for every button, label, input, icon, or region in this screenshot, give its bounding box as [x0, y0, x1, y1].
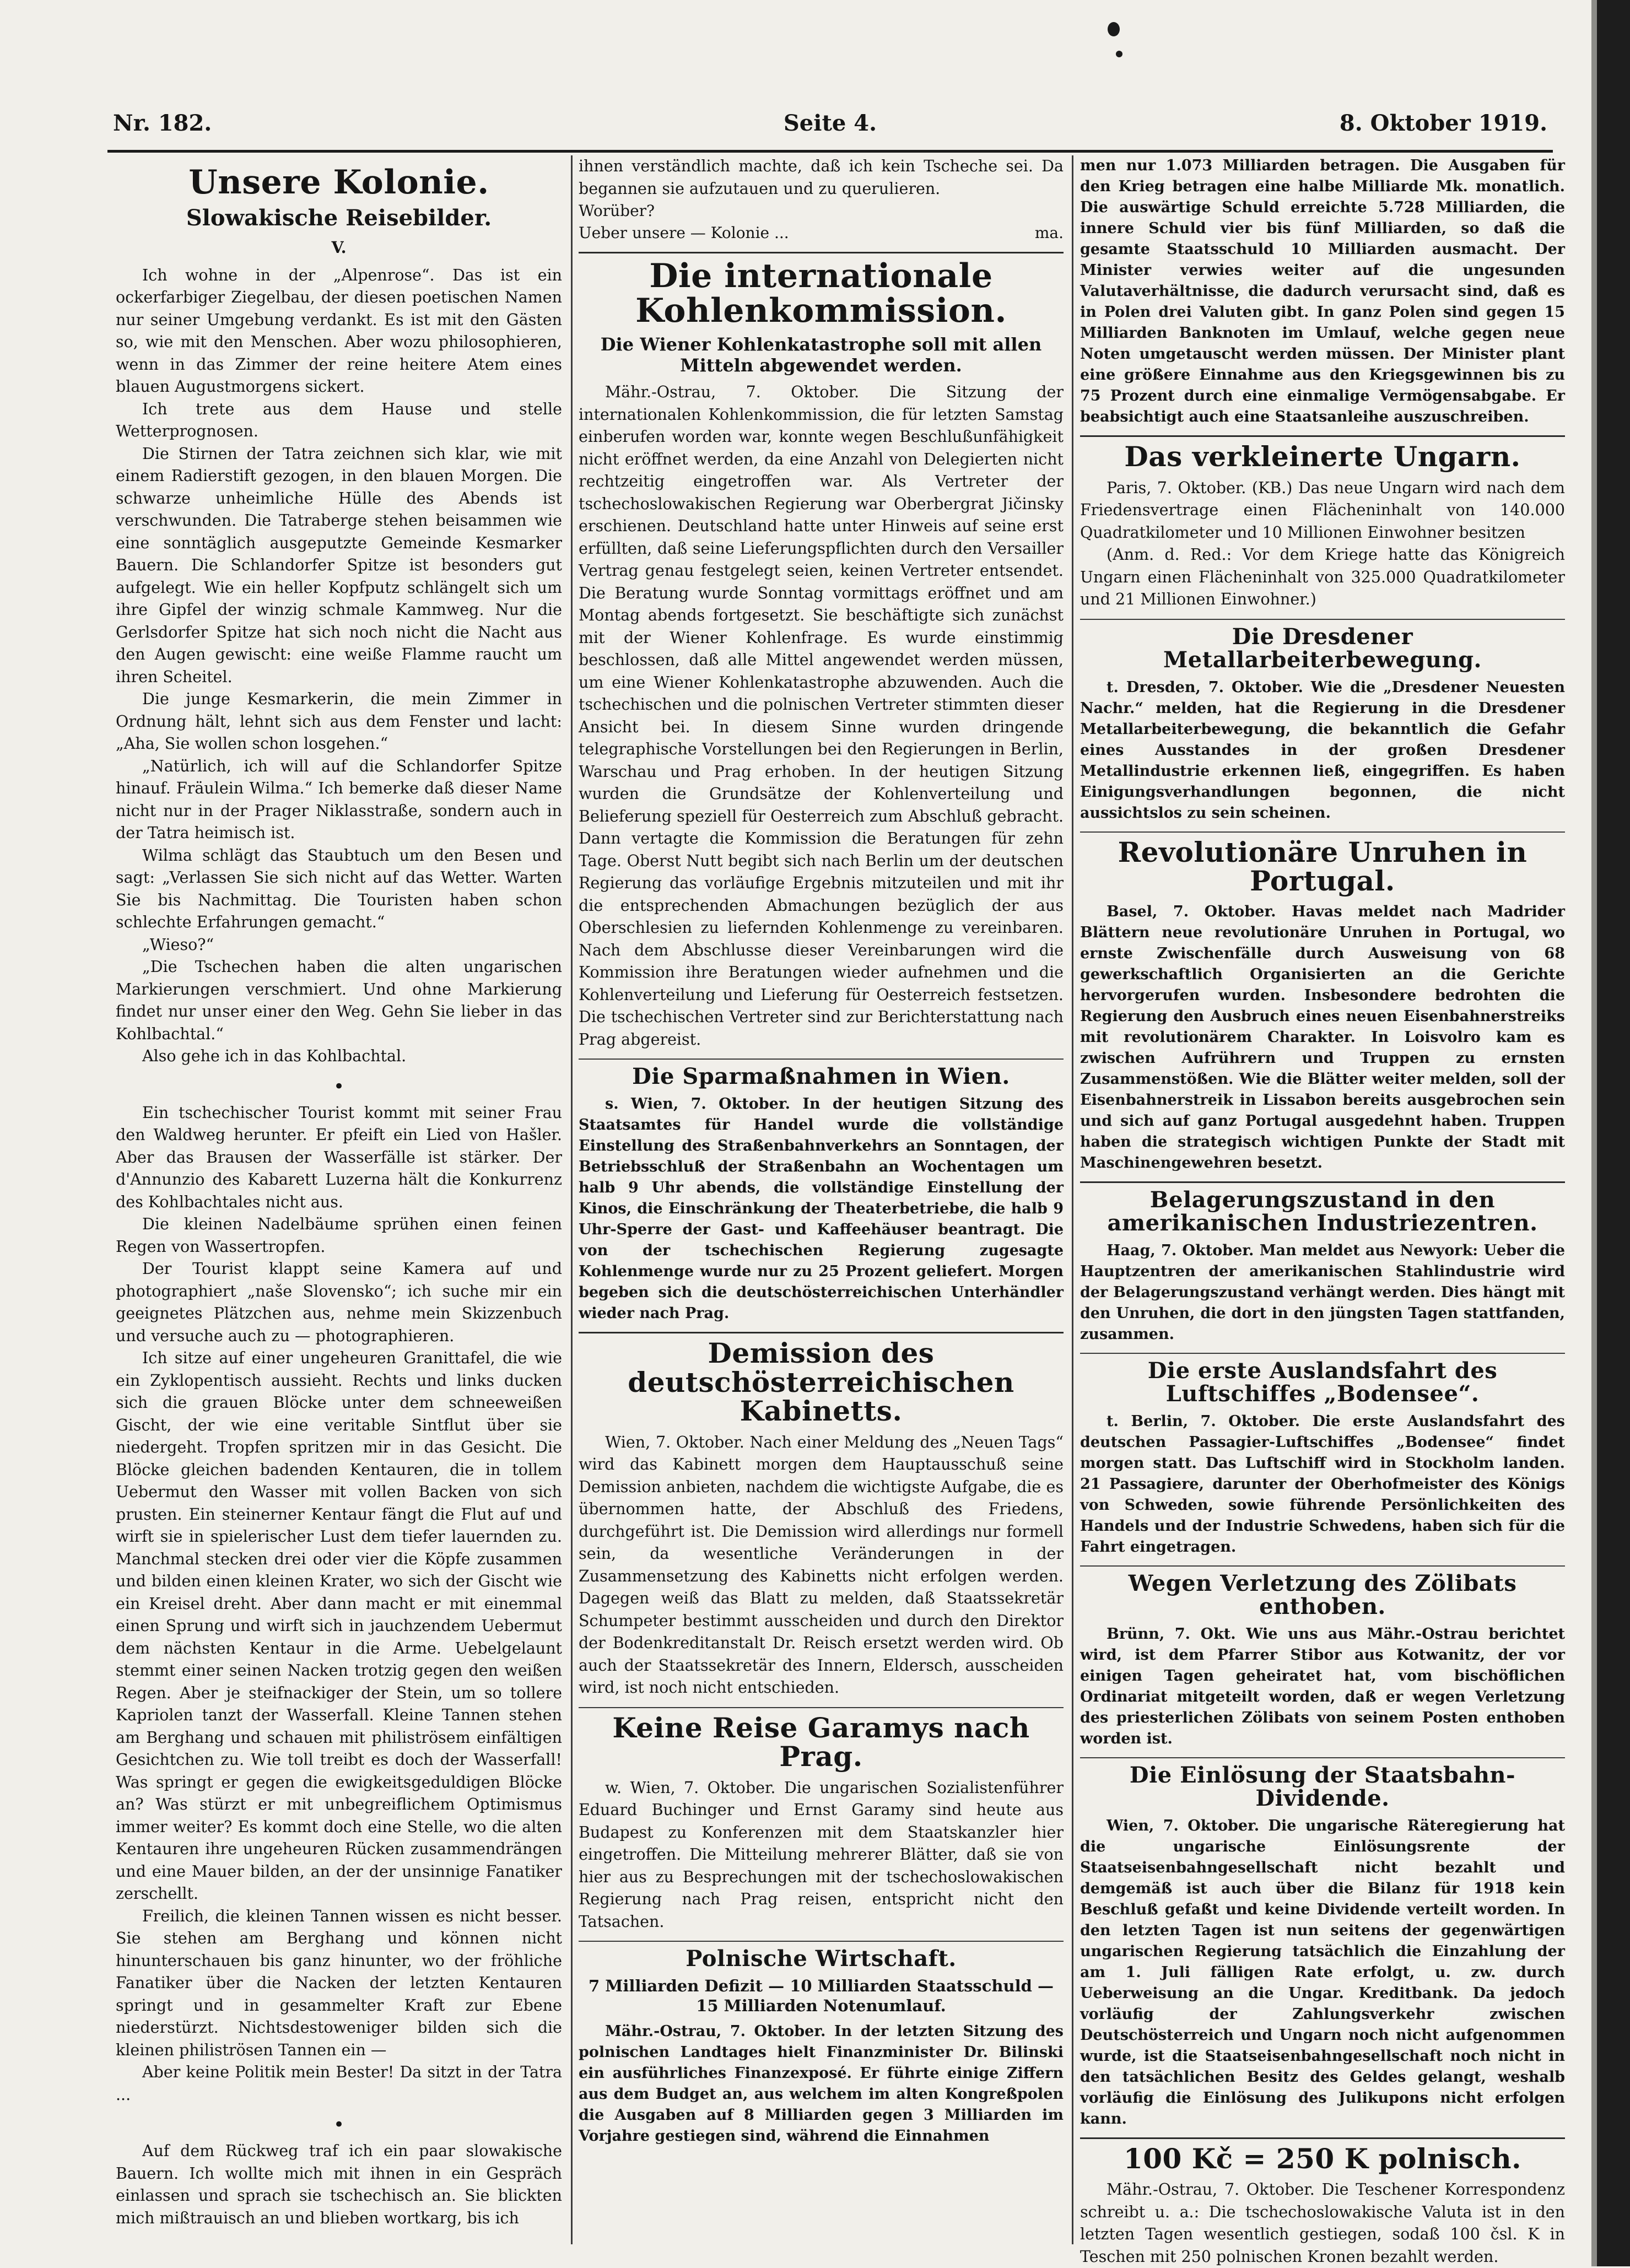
- feuilleton-title: Unsere Kolonie.: [116, 165, 562, 200]
- feuilleton-body: [116, 1102, 562, 2107]
- paragraph: „Natürlich, ich will auf die Schlandorfer Spitze hinauf. Fräulein Wilma.“ Ich bemerke daß dieser Name nicht nur in der Prager Niklasstraße, sondern auch in der Tatra heimisch ist.: [116, 755, 562, 845]
- article-rule: [1080, 1181, 1565, 1183]
- article-valuta: [1080, 2145, 1565, 2268]
- article-zoelibat: [1080, 1572, 1565, 1749]
- article-rule: [1080, 831, 1565, 833]
- article-title: Das verkleinerte Ungarn.: [1080, 442, 1565, 472]
- paragraph: Freilich, die kleinen Tannen wissen es nicht besser. Sie stehen am Berghang und können nicht hinunterschauen bis ganz hinunter, wo der fröhliche Fanatiker über die Nacken der letzten Kentauren springt und in gesammelter Kraft zur Ebene niederstürzt. Nichtsdestoweniger bilden sich die kleinen philiströsen Tannen ein —: [116, 1905, 562, 2062]
- page-header: [113, 110, 1547, 149]
- paragraph: Auf dem Rückweg traf ich ein paar slowakische Bauern. Ich wollte mich mit ihnen in ein Gespräch einlassen und sprach sie tschechisch an. Sie blickten mich mißtrauisch an und blieben wortkarg, bis ich: [116, 2140, 562, 2229]
- paragraph: Mähr.-Ostrau, 7. Oktober. In der letzten Sitzung des polnischen Landtages hielt Finanzminister Dr. Bilinski ein ausführliches Finanzexposé. Er führte einige Ziffern aus dem Budget an, aus welchem im alten Kongreßpolen die Ausgaben auf 8 Milliarden gegen 3 Milliarden im Vorjahre gestiegen sind, während die Einnahmen: [579, 2021, 1064, 2147]
- feuilleton-subtitle: Slowakische Reisebilder.: [116, 206, 562, 231]
- paragraph: Wien, 7. Oktober. Die ungarische Räteregierung hat die ungarische Einlösungsrente der Staatseisenbahngesellschaft nicht bezahlt und demgemäß ist auch über die Bilanz für 1918 kein Beschluß gefaßt und keine Dividende verteilt worden. In den letzten Tagen ist nun seitens der gegenwärtigen ungarischen Regierung tatsächlich die Einzahlung der am 1. Juli fälligen Rate erfolgt, u. zw. durch Ueberweisung an die Ungar. Kreditbank. Da jedoch vorläufig der Zahlungsverkehr zwischen Deutschösterreich und Ungarn noch nicht aufgenommen wurde, ist die Staatseisenbahngesellschaft noch nicht in den tatsächlichen Besitz des Geldes gelangt, weshalb vorläufig die Einlösung des Julikupons nicht erfolgen kann.: [1080, 1816, 1565, 2130]
- article-rule: [1080, 1353, 1565, 1354]
- scan-border: [1597, 0, 1630, 2266]
- paragraph: t. Dresden, 7. Oktober. Wie die „Dresdener Neuesten Nachr.“ melden, hat die Regierung in die Dresdener Metallarbeiterbewegung, die bekanntlich die Gefahr eines Ausstandes in der großen Dresdener Metallindustrie erkennen ließ, eingegriffen. Es haben Einigungsverhandlungen begonnen, die nicht aussichtslos zu sein scheinen.: [1080, 677, 1565, 824]
- article-rule: [1080, 2137, 1565, 2139]
- paragraph: Basel, 7. Oktober. Havas meldet nach Madrider Blättern neue revolutionäre Unruhen in Portugal, wo ernste Zwischenfälle durch Ausweisung von 68 gewerkschaftlich Organisierten an die Gerichte hervorgerufen wurden. Insbesondere bedrohten die Regierung den Ausbruch eines neuen Eisenbahnerstreiks mit revolutionärem Charakter. In Loisvolro kam es zwischen Aufrührern und Truppen zu ernsten Zusammenstößen. Wie die Blätter weiter melden, soll der Eisenbahnerstreik in Lissabon bereits ausgebrochen sein und sich auf ganz Portugal ausgedehnt haben. Truppen haben die strategisch wichtigen Punkte der Stadt mit Maschinengewehren besetzt.: [1080, 901, 1565, 1174]
- paragraph: Mähr.-Ostrau, 7. Oktober. Die Teschener Korrespondenz schreibt u. a.: Die tschechoslowakische Valuta ist in den letzten Tagen wesentlich gestiegen, sodaß 100 čsl. K in Teschen mit 250 polnischen Kronen bezahlt werden.: [1080, 2179, 1565, 2268]
- paragraph: Wien, 7. Oktober. Nach einer Meldung des „Neuen Tags“ wird das Kabinett morgen dem Hauptausschuß seine Demission anbieten, nachdem die wichtigste Aufgabe, die es übernommen hatte, der Abschluß des Friedens, durchgeführt ist. Die Demission wird allerdings nur formell sein, da wesentliche Veränderungen in der Zusammensetzung des Kabinetts nicht erfolgen werden. Dagegen weiß das Blatt zu melden, daß Staatssekretär Schumpeter bestimmt ausscheiden und durch den Direktor der Bodenkreditanstalt Dr. Reisch ersetzt werden wird. Ob auch der Staatssekretär des Innern, Eldersch, ausscheiden wird, ist noch nicht entschieden.: [579, 1432, 1064, 1699]
- paragraph: Wilma schlägt das Staubtuch um den Besen und sagt: „Verlassen Sie sich nicht auf das Wetter. Warten Sie bis Nachmittag. Die Touristen haben schon schlechte Erfahrungen gemacht.“: [116, 845, 562, 934]
- paragraph: Die kleinen Nadelbäume sprühen einen feinen Regen von Wassertropfen.: [116, 1213, 562, 1258]
- section-ornament: •: [116, 2114, 562, 2136]
- article-demission: [579, 1339, 1064, 1699]
- article-title: Die internationale Kohlenkommission.: [579, 259, 1064, 328]
- note-line: Worüber?: [579, 200, 1064, 222]
- paragraph: Die junge Kesmarkerin, die mein Zimmer in Ordnung hält, lehnt sich aus dem Fenster und lacht: „Aha, Sie wollen schon losgehen.“: [116, 688, 562, 755]
- paragraph: Paris, 7. Oktober. (KB.) Das neue Ungarn wird nach dem Friedensvertrage einen Flächeninhalt von 140.000 Quadratkilometer und 10 Millionen Einwohner besitzen: [1080, 477, 1565, 544]
- article-title: Wegen Verletzung des Zölibats enthoben.: [1080, 1572, 1565, 1618]
- article-title: Die erste Auslandsfahrt des Luftschiffes „Bodensee“.: [1080, 1359, 1565, 1406]
- article-rule: [579, 1941, 1064, 1942]
- article-bodensee: [1080, 1359, 1565, 1558]
- feuilleton-body: [116, 264, 562, 1068]
- column-3: [1080, 155, 1565, 2244]
- paragraph: ihnen verständlich machte, daß ich kein Tscheche sei. Da begannen sie aufzutauen und zu querulieren.: [579, 155, 1064, 200]
- paragraph: Ich trete aus dem Hause und stelle Wetterprognosen.: [116, 398, 562, 443]
- column-divider: [1072, 155, 1073, 2244]
- column-1: [116, 155, 562, 2244]
- article-staatsbahn-dividende: [1080, 1764, 1565, 2130]
- ink-speck: [1116, 51, 1122, 57]
- paragraph: Ein tschechischer Tourist kommt mit seiner Frau den Waldweg herunter. Er pfeift ein Lied von Hašler. Aber das Brausen der Wasserfälle ist stärker. Der d'Annunzio des Kabarett Luzerna hält die Konkurrenz des Kohlbachtales nicht aus.: [116, 1102, 562, 1214]
- article-title: Polnische Wirtschaft.: [579, 1947, 1064, 1970]
- paragraph: Ich sitze auf einer ungeheuren Granittafel, die wie ein Zyklopentisch aussieht. Rechts und links ducken sich die grauen Blöcke unter dem schneeweißen Gischt, der wie eine veritable Sintflut über sie niedergeht. Tropfen spritzen mir in das Gesicht. Die Blöcke gleichen badenden Kentauren, die in tollem Uebermut den Wasser mit vollen Backen von sich prusten. Ein steinerner Kentaur fängt die Flut auf und wirft sie in spielerischer Lust dem tiefer lauernden zu. Manchmal stecken drei oder vier die Köpfe zusammen und bilden einen kleinen Krater, wo sich der Gischt wie ein Kreisel dreht. Aber dann macht er mit einemmal einen Sprung und wirft sich in jauchzendem Uebermut dem nächsten Kentaur in die Arme. Uebelgelaunt stemmt einer seinen Nacken trotzig gegen den weißen Regen. Aber je steifnackiger der Stein, um so tollere Kapriolen tanzt der Wasserfall. Kleine Tannen stehen am Berghang und schauen mit philiströsem einfältigen Gesichtchen zu. Wie toll treibt es doch der Wasserfall! Was springt er gegen die ewigkeitsgeduldigen Blöcke an? Was stürzt er mit unbegreiflichem Optimismus immer weiter? Es kommt doch eine Stelle, wo die alten Kentauren ihre ungeheuren Rücken zusammendrängen und eine Mauer bilden, an der der unsinnige Fanatiker zerschellt.: [116, 1347, 562, 1905]
- author-signature: ma.: [1035, 222, 1064, 244]
- article-ungarn: [1080, 442, 1565, 611]
- paragraph: „Die Tschechen haben die alten ungarischen Markierungen verschmiert. Und ohne Markierung findet nur unser einer den Weg. Gehn Sie lieber in das Kohlbachtal.“: [116, 956, 562, 1045]
- article-rule: [579, 1332, 1064, 1333]
- continuation-note: [579, 200, 1064, 244]
- paragraph: Brünn, 7. Okt. Wie uns aus Mähr.-Ostrau berichtet wird, ist dem Pfarrer Stibor aus Kotwanitz, der vor einigen Tagen geheiratet hat, vom bischöflichen Ordinariat mitgeteilt worden, daß er wegen Verletzung des priesterlichen Zölibats von seinem Posten enthoben worden ist.: [1080, 1624, 1565, 1749]
- page-number: Seite 4.: [113, 110, 1547, 136]
- ink-spot: [1108, 22, 1120, 36]
- paragraph: Also gehe ich in das Kohlbachtal.: [116, 1045, 562, 1068]
- paragraph: men nur 1.073 Milliarden betragen. Die Ausgaben für den Krieg betragen eine halbe Milliarde Mk. monatlich. Die auswärtige Schuld erreichte 5.728 Milliarden, die innere Schuld vier bis fünf Milliarden, so daß die gesamte Staatsschuld 10 Milliarden ausmacht. Der Minister verwies weiter auf die ungesunden Valutaverhältnisse, die dadurch verursacht sind, daß es in Polen drei Valuten gibt. In ganz Polen sind gegen 15 Milliarden Banknoten im Umlauf, welche gegen neue Noten umgetauscht werden müssen. Der Minister plant eine größere Einnahme aus den Kriegsgewinnen bis zu 75 Prozent durch eine einmalige Vermögensabgabe. Er beabsichtigt auch eine Staatsanleihe auszuschreiben.: [1080, 155, 1565, 428]
- article-kohlenkommission: [579, 259, 1064, 1051]
- article-title: Die Dresdener Metallarbeiterbewegung.: [1080, 625, 1565, 672]
- article-subtitle: 7 Milliarden Defizit — 10 Milliarden Staatsschuld — 15 Milliarden Notenumlauf.: [579, 1976, 1064, 2016]
- article-title: Keine Reise Garamys nach Prag.: [579, 1714, 1064, 1772]
- article-title: 100 Kč = 250 K polnisch.: [1080, 2145, 1565, 2174]
- feuilleton-body: [116, 2140, 562, 2229]
- issue-number: Nr. 182.: [113, 110, 212, 136]
- section-ornament: •: [116, 1076, 562, 1098]
- paragraph: Haag, 7. Oktober. Man meldet aus Newyork: Ueber die Hauptzentren der amerikanischen Stahlindustrie wird der Belagerungszustand verhängt werden. Dies hängt mit den Unruhen, die dort in den jüngsten Tagen stattfanden, zusammen.: [1080, 1240, 1565, 1345]
- article-belagerungszustand: [1080, 1189, 1565, 1345]
- paragraph: t. Berlin, 7. Oktober. Die erste Auslandsfahrt des deutschen Passagier-Luftschiffes „Bodensee“ findet morgen statt. Das Luftschiff wird in Stockholm landen. 21 Passagiere, darunter der Oberhofmeister des Königs von Schweden, sowie führende Persönlichkeiten des Handels und der Industrie Schwedens, haben sich für die Fahrt eingetragen.: [1080, 1411, 1565, 1558]
- article-rule: [1080, 1565, 1565, 1567]
- paragraph: w. Wien, 7. Oktober. Die ungarischen Sozialistenführer Eduard Buchinger und Ernst Garamy sind heute aus Budapest zu Konferenzen mit dem Staatskanzler hier eingetroffen. Die Mitteilung mehrerer Blätter, daß sie von hier aus zu Besprechungen mit der tschechoslowakischen Regierung nach Prag reisen, entspricht nicht den Tatsachen.: [579, 1777, 1064, 1934]
- article-garamy: [579, 1714, 1064, 1934]
- header-rule: [107, 150, 1553, 153]
- article-rule: [579, 1059, 1064, 1060]
- article-rule: [579, 1707, 1064, 1708]
- feuilleton-continuation: [579, 155, 1064, 244]
- article-rule: [1080, 1757, 1565, 1758]
- paragraph: Die Stirnen der Tatra zeichnen sich klar, wie mit einem Radierstift gezogen, in den blauen Morgen. Die schwarze unheimliche Hülle des Abends ist verschwunden. Die Tatraberge stehen beisammen wie eine sonntäglich ausgeputzte Gemeinde Kesmarker Bauern. Die Schlandorfer Spitze ist besonders gut aufgelegt. Wie ein heller Kopfputz schlängelt sich um ihre Gipfel der winzig schmale Kammweg. Nur die Gerlsdorfer Spitze hat sich noch nicht die Nacht aus den Augen gewischt: eine weiße Flamme raucht um ihren Scheitel.: [116, 443, 562, 689]
- article-title: Revolutionäre Unruhen in Portugal.: [1080, 838, 1565, 896]
- paragraph: Aber keine Politik mein Bester! Da sitzt in der Tatra ...: [116, 2061, 562, 2106]
- article-title: Die Sparmaßnahmen in Wien.: [579, 1065, 1064, 1088]
- paragraph: „Wieso?“: [116, 934, 562, 957]
- scan-border-shadow: [1591, 0, 1597, 2266]
- article-title: Belagerungszustand in den amerikanischen Industriezentren.: [1080, 1189, 1565, 1235]
- paragraph: Mähr.-Ostrau, 7. Oktober. Die Sitzung der internationalen Kohlenkommission, die für letzten Samstag einberufen worden war, konnte wegen Beschlußunfähigkeit nicht eröffnet werden, da eine Anzahl von Delegierten nicht rechtzeitig eingetroffen war. Als Vertreter der tschechoslowakischen Regierung war Oberbergrat Jičinsky erschienen. Deutschland hatte unter Hinweis auf seine erst erfüllten, daß seine Lieferungspflichten durch den Versailler Vertrag genau festgelegt seien, keinen Vertreter entsendet. Die Beratung wurde Sonntag vormittags eröffnet und am Montag abends fortgesetzt. Sie beschäftigte sich zunächst mit der Wiener Kohlenfrage. Es wurde einstimmig beschlossen, daß alle Mittel angewendet werden müssen, um eine Wiener Kohlenkatastrophe abzuwenden. Auch die tschechischen und die polnischen Vertreter stimmten dieser Ansicht bei. In diesem Sinne wurden dringende telegraphische Vorstellungen bei den Regierungen in Berlin, Warschau und Prag erhoben. In der heutigen Sitzung wurden die Grundsätze der Kohlenverteilung und Belieferung speziell für Oesterreich zum Abschluß gebracht. Dann vertagte die Kommission die Beratungen für zehn Tage. Oberst Nutt begibt sich nach Berlin um der deutschen Regierung das vorläufige Ergebnis mitzuteilen und mit ihr die entsprechenden Abmachungen bezüglich der aus Oberschlesien zu liefernden Kohlenmenge zu vereinbaren. Nach dem Abschlusse dieser Vereinbarungen wird die Kommission ihre Beratungen wieder aufnehmen und die Kohlenverteilung und Lieferung für Oesterreich festsetzen. Die tschechischen Vertreter sind zur Berichterstattung nach Prag abgereist.: [579, 381, 1064, 1051]
- paragraph: s. Wien, 7. Oktober. In der heutigen Sitzung des Staatsamtes für Handel wurde die vollständige Einstellung des Straßenbahnverkehrs an Sonntagen, der Betriebsschluß der Straßenbahn an Wochentagen um halb 9 Uhr abends, die vollständige Einstellung der Kinos, die Einschränkung der Theaterbetriebe, die halb 9 Uhr-Sperre der Gast- und Kaffeehäuser beantragt. Die von der tschechischen Regierung zugesagte Kohlenmenge wurde nur zu 25 Prozent geliefert. Morgen begeben sich die deutschösterreichischen Unterhändler wieder nach Prag.: [579, 1094, 1064, 1324]
- article-rule: [1080, 435, 1565, 437]
- article-rule: [579, 252, 1064, 253]
- article-rule: [1080, 619, 1565, 620]
- paragraph: Ich wohne in der „Alpenrose“. Das ist ein ockerfarbiger Ziegelbau, der diesen poetischen Namen nur seiner Umgebung verdankt. Es ist mit den Gästen so, wie mit den Menschen. Aber wozu philosophieren, wenn in das Zimmer der reine heitere Atem eines blauen Augustmorgens sickert.: [116, 264, 562, 398]
- column-2: [579, 155, 1064, 2244]
- feuilleton-part: V.: [116, 236, 562, 259]
- column-divider: [571, 155, 573, 2244]
- article-title: Die Einlösung der Staatsbahn-Dividende.: [1080, 1764, 1565, 1810]
- article-subtitle: Die Wiener Kohlenkatastrophe soll mit allen Mitteln abgewendet werden.: [579, 334, 1064, 376]
- article-portugal: [1080, 838, 1565, 1174]
- paragraph: Der Tourist klappt seine Kamera auf und photographiert „naše Slovensko“; ich suche mir ein geeignetes Plätzchen aus, nehme mein Skizzenbuch und versuche auch zu — photographieren.: [116, 1258, 562, 1347]
- article-polnische-wirtschaft: [579, 1947, 1064, 2147]
- article-dresden: [1080, 625, 1565, 824]
- issue-date: 8. Oktober 1919.: [1340, 110, 1547, 136]
- editor-note: (Anm. d. Red.: Vor dem Kriege hatte das Königreich Ungarn einen Flächeninhalt von 325.000 Quadratkilometer und 21 Millionen Einwohner.): [1080, 544, 1565, 611]
- article-polnische-wirtschaft-continued: [1080, 155, 1565, 428]
- note-line: Ueber unsere — Kolonie ... ma.: [579, 222, 1064, 244]
- article-sparmassnahmen: [579, 1065, 1064, 1324]
- article-title: Demission des deutschösterreichischen Kabinetts.: [579, 1339, 1064, 1426]
